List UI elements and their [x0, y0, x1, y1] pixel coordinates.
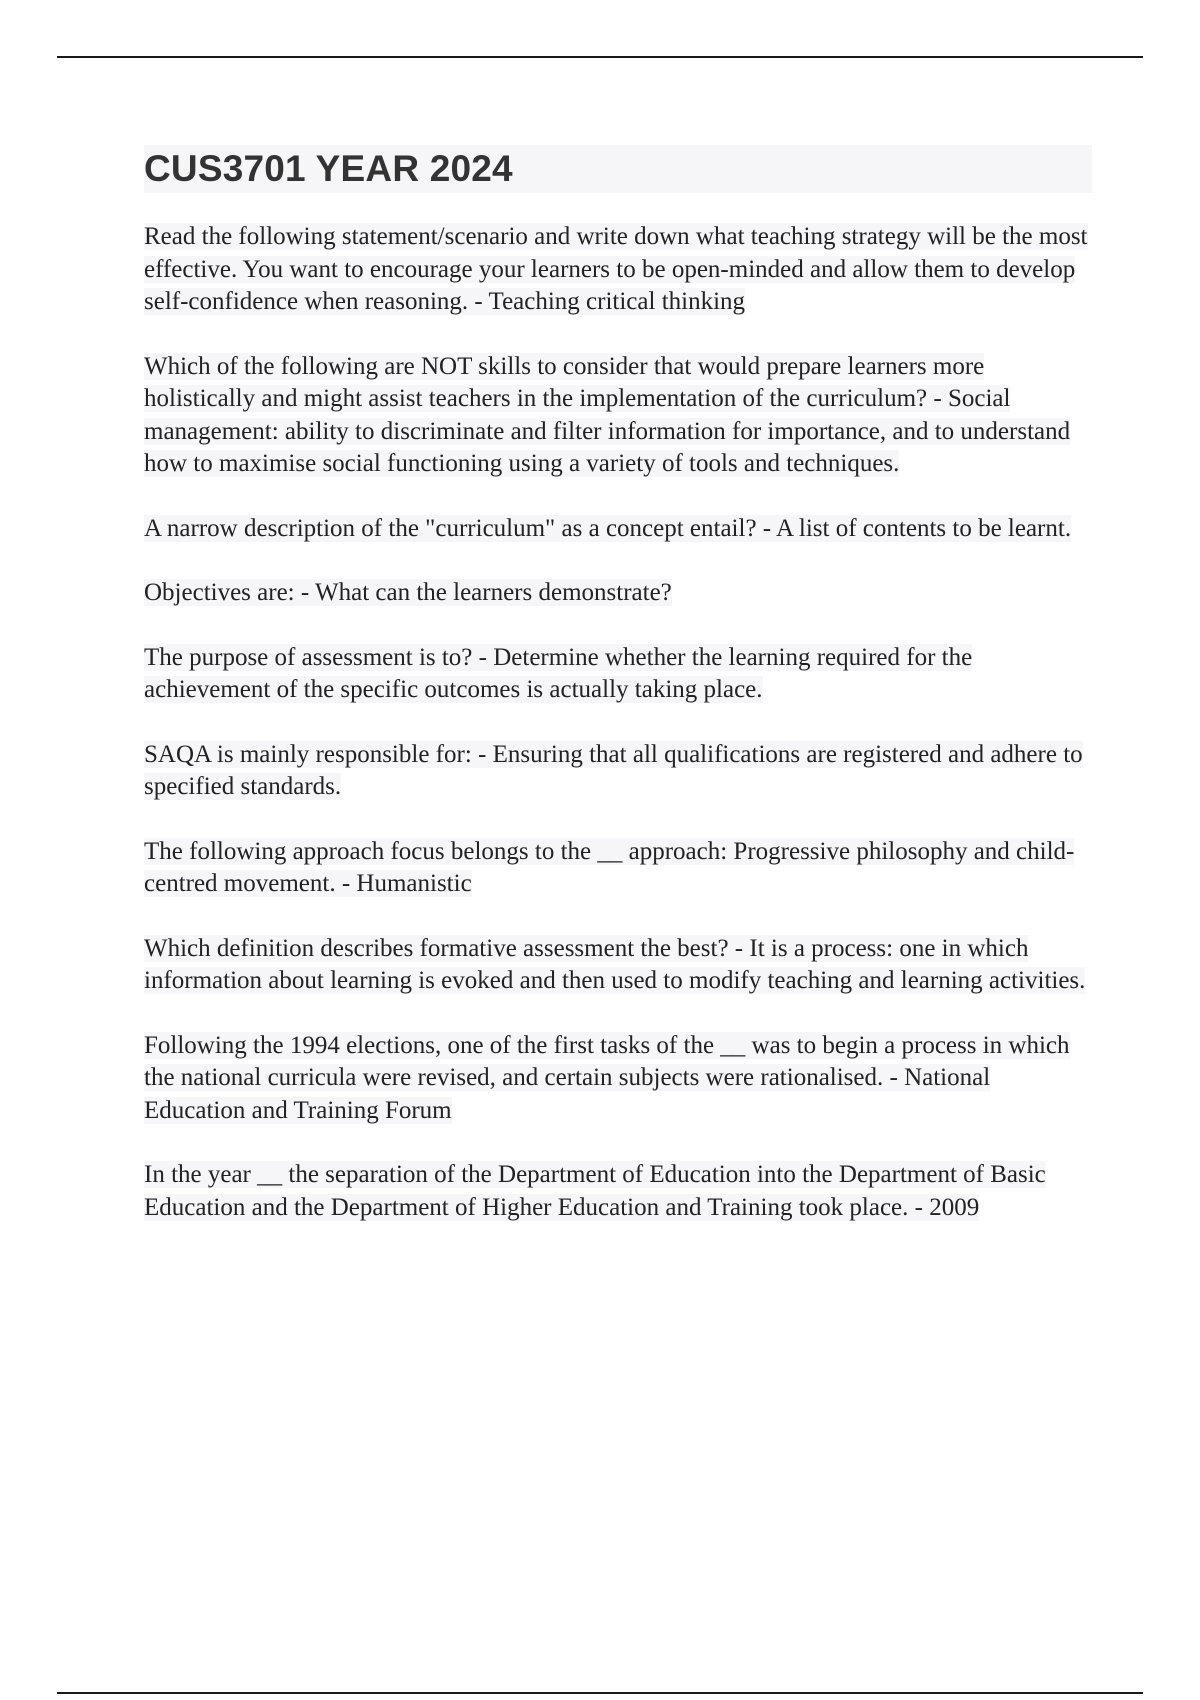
qa-item — [144, 1159, 1092, 1224]
qa-item — [144, 513, 1092, 546]
qa-text: Which of the following are NOT skills to consider that would prepare learners more holistically and might assist teachers in the implementation of the curriculum? - Social management: ability to discriminate and filter information for importance, and to understand how to maximise social functioning using a variety of tools and techniques. — [144, 352, 1071, 477]
qa-item — [144, 577, 1092, 610]
qa-text: SAQA is mainly responsible for: - Ensuring that all qualifications are registered and adhere to specified standards. — [144, 740, 1083, 800]
qa-item — [144, 1030, 1092, 1128]
top-divider — [57, 56, 1143, 58]
qa-text: Following the 1994 elections, one of the first tasks of the __ was to begin a process in which the national curricula were revised, and certain subjects were rationalised. - National Education and Training Forum — [144, 1031, 1070, 1124]
qa-item — [144, 836, 1092, 901]
qa-text: In the year __ the separation of the Department of Education into the Department of Basic Education and the Department of Higher Education and Training took place. - 2009 — [144, 1161, 1046, 1221]
page-title: CUS3701 YEAR 2024 — [144, 148, 513, 189]
title-bar — [144, 145, 1092, 193]
qa-text: The purpose of assessment is to? - Determine whether the learning required for the achievement of the specific outcomes is actually taking place. — [144, 643, 973, 703]
qa-item — [144, 351, 1092, 481]
qa-item — [144, 739, 1092, 804]
qa-item — [144, 642, 1092, 707]
qa-text: Which definition describes formative assessment the best? - It is a process: one in which information about learning is evoked and then used to modify teaching and learning activities. — [144, 934, 1086, 994]
qa-item — [144, 933, 1092, 998]
qa-text: Objectives are: - What can the learners demonstrate? — [144, 579, 672, 606]
qa-text: A narrow description of the "curriculum" as a concept entail? - A list of contents to be learnt. — [144, 514, 1072, 542]
qa-text: The following approach focus belongs to the __ approach: Progressive philosophy and child-centred movement. - Humanistic — [144, 837, 1075, 897]
bottom-divider — [57, 1692, 1143, 1694]
qa-text: Read the following statement/scenario and write down what teaching strategy will be the most effective. You want to encourage your learners to be open-minded and allow them to develop self-confidence when reasoning. - Teaching critical thinking — [144, 223, 1088, 315]
document-body — [144, 145, 1092, 1256]
qa-item — [144, 221, 1092, 319]
